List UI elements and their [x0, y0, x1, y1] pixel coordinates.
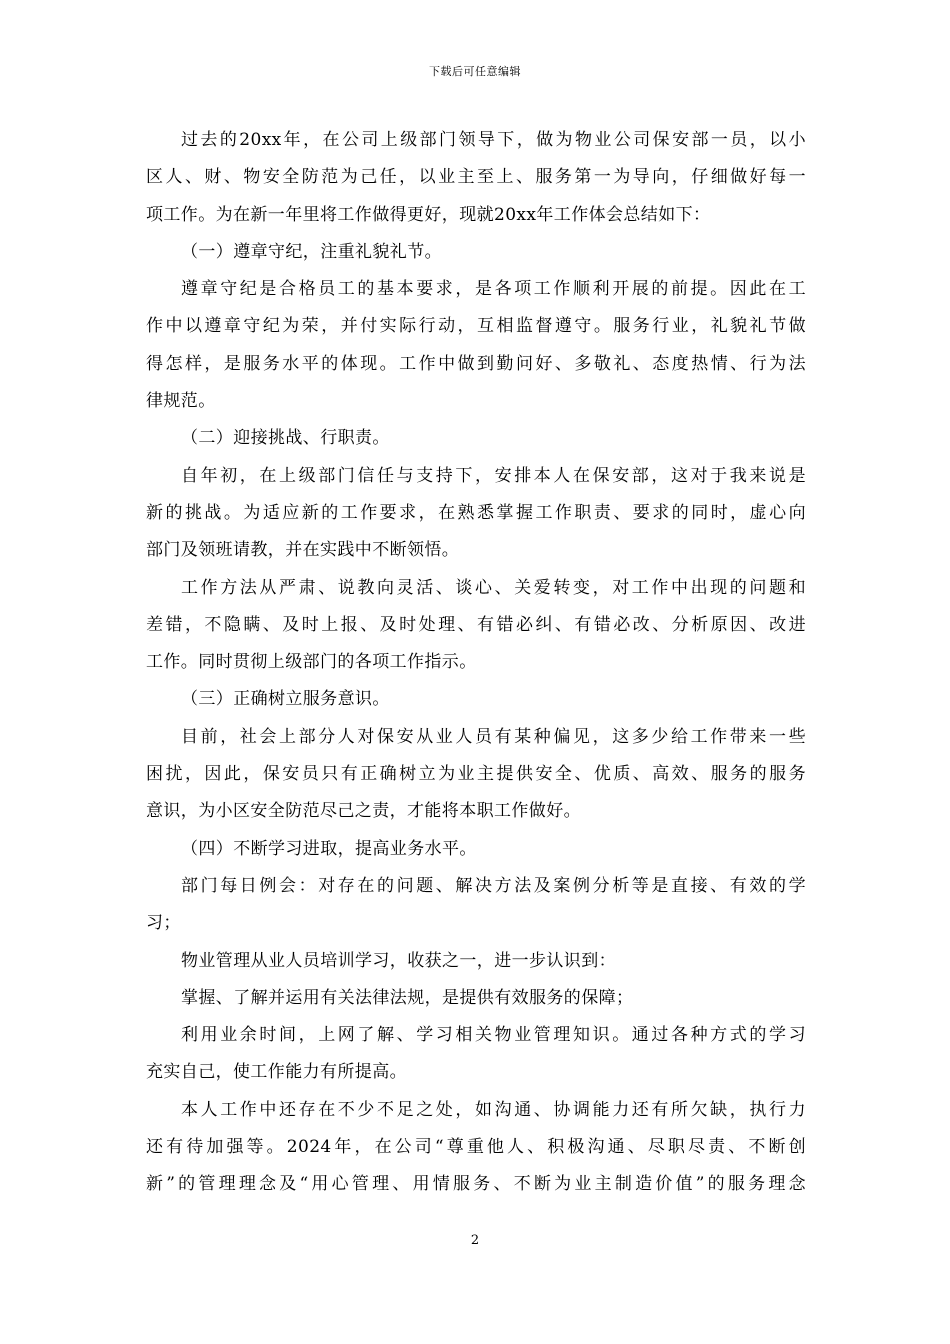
text-line: 项工作。为在新一年里将工作做得更好，现就20xx年工作体会总结如下： — [146, 204, 711, 225]
text-line: （二）迎接挑战、行职责。 — [181, 428, 390, 449]
text-line: 自年初，在上级部门信任与支持下，安排本人在保安部，这对于我来说是 — [181, 465, 806, 486]
text-line: 区人、财、物安全防范为己任，以业主至上、服务第一为导向，仔细做好每一 — [146, 167, 806, 188]
text-line: （三）正确树立服务意识。 — [181, 689, 390, 710]
text-line: （一）遵章守纪，注重礼貌礼节。 — [181, 241, 442, 262]
text-line: 新”的管理理念及“用心管理、用情服务、不断为业主制造价值”的服务理念 — [146, 1174, 806, 1195]
text-line: 还有待加强等。2024年，在公司“尊重他人、积极沟通、尽职尽责、不断创 — [146, 1137, 806, 1158]
text-line: 本人工作中还存在不少不足之处，如沟通、协调能力还有所欠缺，执行力 — [181, 1099, 806, 1120]
page-number: 2 — [470, 1233, 480, 1248]
text-line: 充实自己，使工作能力有所提高。 — [146, 1062, 407, 1083]
text-line: 掌握、了解并运用有关法律法规，是提供有效服务的保障； — [181, 987, 634, 1008]
text-line: 得怎样，是服务水平的体现。工作中做到勤问好、多敬礼、态度热情、行为法 — [146, 353, 806, 374]
text-line: 利用业余时间，上网了解、学习相关物业管理知识。通过各种方式的学习 — [181, 1025, 806, 1046]
text-line: 工作。同时贯彻上级部门的各项工作指示。 — [146, 652, 477, 673]
text-line: 意识，为小区安全防范尽己之责，才能将本职工作做好。 — [146, 801, 581, 822]
text-line: 差错，不隐瞒、及时上报、及时处理、有错必纠、有错必改、分析原因、改进 — [146, 614, 806, 635]
text-line: 困扰，因此，保安员只有正确树立为业主提供安全、优质、高效、服务的服务 — [146, 764, 806, 785]
text-line: （四）不断学习进取，提高业务水平。 — [181, 838, 477, 859]
page-header: 下载后可任意编辑 — [429, 65, 521, 78]
text-line: 部门及领班请教，并在实践中不断领悟。 — [146, 540, 460, 561]
text-line: 部门每日例会：对存在的问题、解决方法及案例分析等是直接、有效的学 — [181, 875, 806, 896]
text-line: 过去的20xx年，在公司上级部门领导下，做为物业公司保安部一员，以小 — [181, 130, 806, 150]
body-text — [146, 122, 806, 1204]
text-line: 作中以遵章守纪为荣，并付实际行动，互相监督遵守。服务行业，礼貌礼节做 — [146, 316, 806, 337]
text-line: 工作方法从严肃、说教向灵活、谈心、关爱转变，对工作中出现的问题和 — [181, 577, 806, 598]
text-line: 物业管理从业人员培训学习，收获之一，进一步认识到： — [181, 950, 616, 971]
text-line: 律规范。 — [146, 391, 216, 412]
text-line: 目前，社会上部分人对保安从业人员有某种偏见，这多少给工作带来一些 — [181, 726, 806, 747]
text-line: 新的挑战。为适应新的工作要求，在熟悉掌握工作职责、要求的同时，虚心向 — [146, 502, 806, 523]
text-line: 习； — [146, 913, 181, 934]
text-line: 遵章守纪是合格员工的基本要求，是各项工作顺利开展的前提。因此在工 — [181, 279, 806, 300]
